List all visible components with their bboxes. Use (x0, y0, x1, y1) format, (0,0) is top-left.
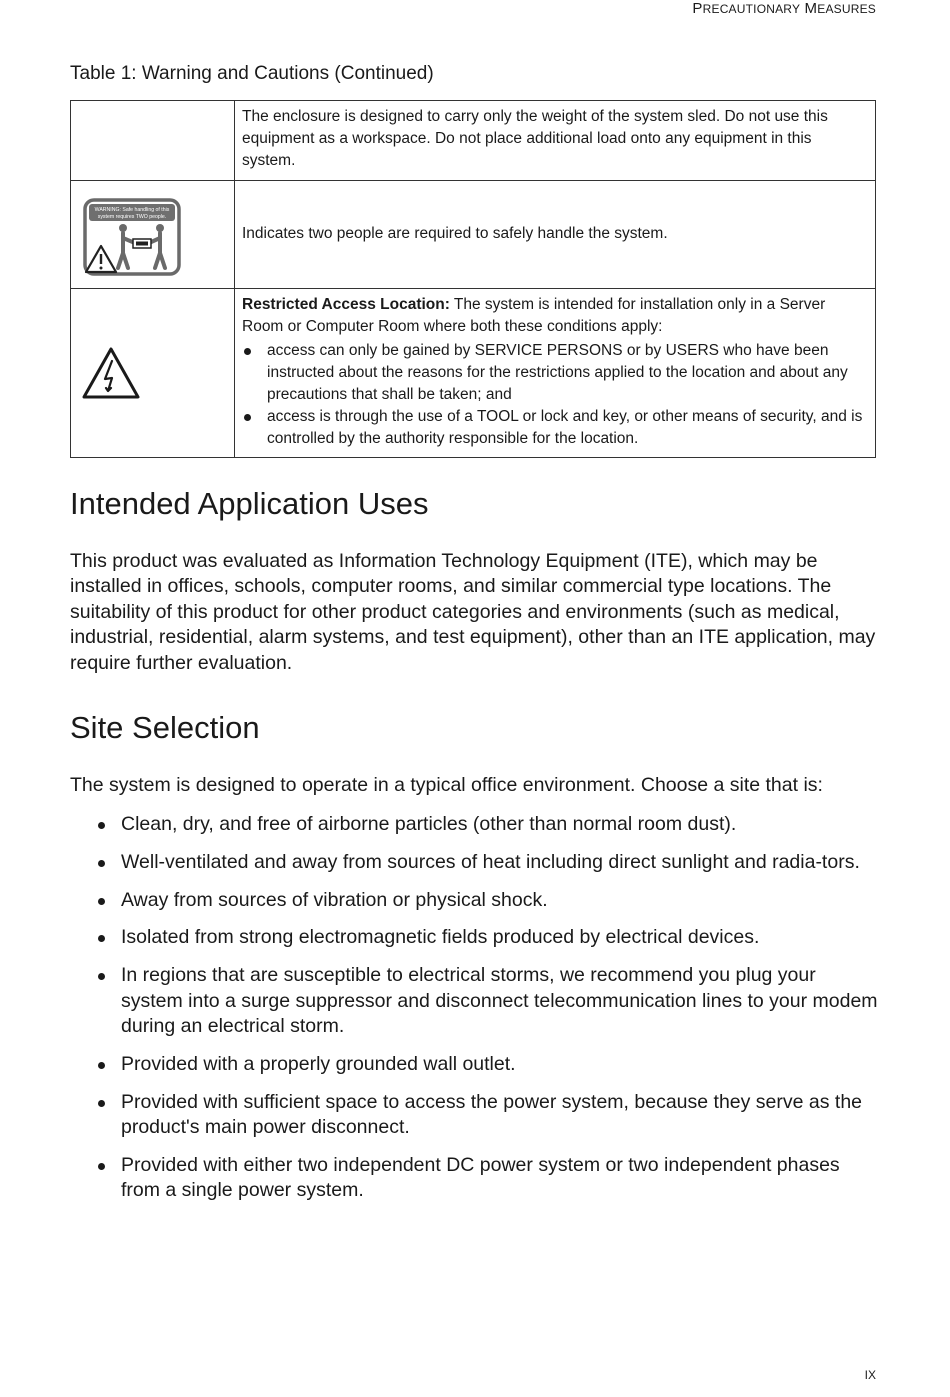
electric-shock-warning-icon (81, 346, 141, 400)
intended-uses-heading: Intended Application Uses (70, 486, 429, 521)
page-number: IX (864, 1368, 876, 1382)
table-caption: Table 1: Warning and Cautions (Continued) (70, 63, 434, 84)
intended-uses-paragraph: This product was evaluated as Information Technology Equipment (ITE), which may be installed in offices, schools, computer rooms, and similar commercial type locations. The suitability of this product for other product categories and environments (such as medical, industrial, residential, alarm systems, and test equipment), other than an ITE application, may require further evaluation. (70, 550, 876, 674)
svg-text:system requires TWO people.: system requires TWO people. (97, 213, 167, 220)
site-criteria-list (70, 812, 880, 1216)
row1-text: The enclosure is designed to carry only the weight of the system sled. Do not use this equipment as a workspace. Do not place additional load onto any equipment in this system. (235, 101, 876, 181)
list-item: access can only be gained by SERVICE PERSONS or by USERS who have been instructed about the reasons for the restrictions applied to the location and about any precautions that shall be taken; and (242, 340, 867, 406)
list-item: Clean, dry, and free of airborne particles (other than normal room dust). (70, 812, 880, 837)
two-person-lift-icon (83, 198, 181, 276)
list-item: access is through the use of a TOOL or lock and key, or other means of security, and is controlled by the authority responsible for the location. (242, 406, 867, 450)
table-row (71, 101, 876, 181)
site-selection-heading: Site Selection (70, 710, 260, 745)
list-item: Well-ventilated and away from sources of heat including direct sunlight and radia-tors. (70, 850, 880, 875)
list-item: Provided with sufficient space to access the power system, because they serve as the product's main power disconnect. (70, 1090, 880, 1141)
empty-icon-cell (71, 101, 235, 181)
site-selection-intro: The system is designed to operate in a typical office environment. Choose a site that is: (70, 774, 823, 796)
warnings-table (70, 100, 876, 458)
svg-text:WARNING: Safe handling of this: WARNING: Safe handling of this (94, 206, 170, 213)
restricted-access-label: Restricted Access Location: (242, 296, 450, 313)
conditions-list (242, 340, 867, 450)
list-item: Provided with either two independent DC power system or two independent phases from a single power system. (70, 1153, 880, 1204)
table-row (71, 181, 876, 289)
table-row (71, 289, 876, 458)
row3-text: Restricted Access Location: The system is intended for installation only in a Server Room or Computer Room where both these conditions apply: access can only be gained by SERVICE PERSONS or by USERS who have been instructed about the reasons for the restrictions applied to the location and about any precautions that shall be taken; and access is through the use of a TOOL or lock and key, or other means of security, and is controlled by the authority responsible for the location. (235, 289, 876, 458)
list-item: Provided with a properly grounded wall outlet. (70, 1052, 880, 1077)
row2-text: Indicates two people are required to safely handle the system. (235, 181, 876, 289)
list-item: Away from sources of vibration or physical shock. (70, 888, 880, 913)
list-item: Isolated from strong electromagnetic fields produced by electrical devices. (70, 925, 880, 950)
running-head: PRECAUTIONARY MEASURES (692, 0, 876, 17)
list-item: In regions that are susceptible to electrical storms, we recommend you plug your system into a surge suppressor and disconnect telecommunication lines to your modem during an electrical storm. (70, 963, 880, 1039)
